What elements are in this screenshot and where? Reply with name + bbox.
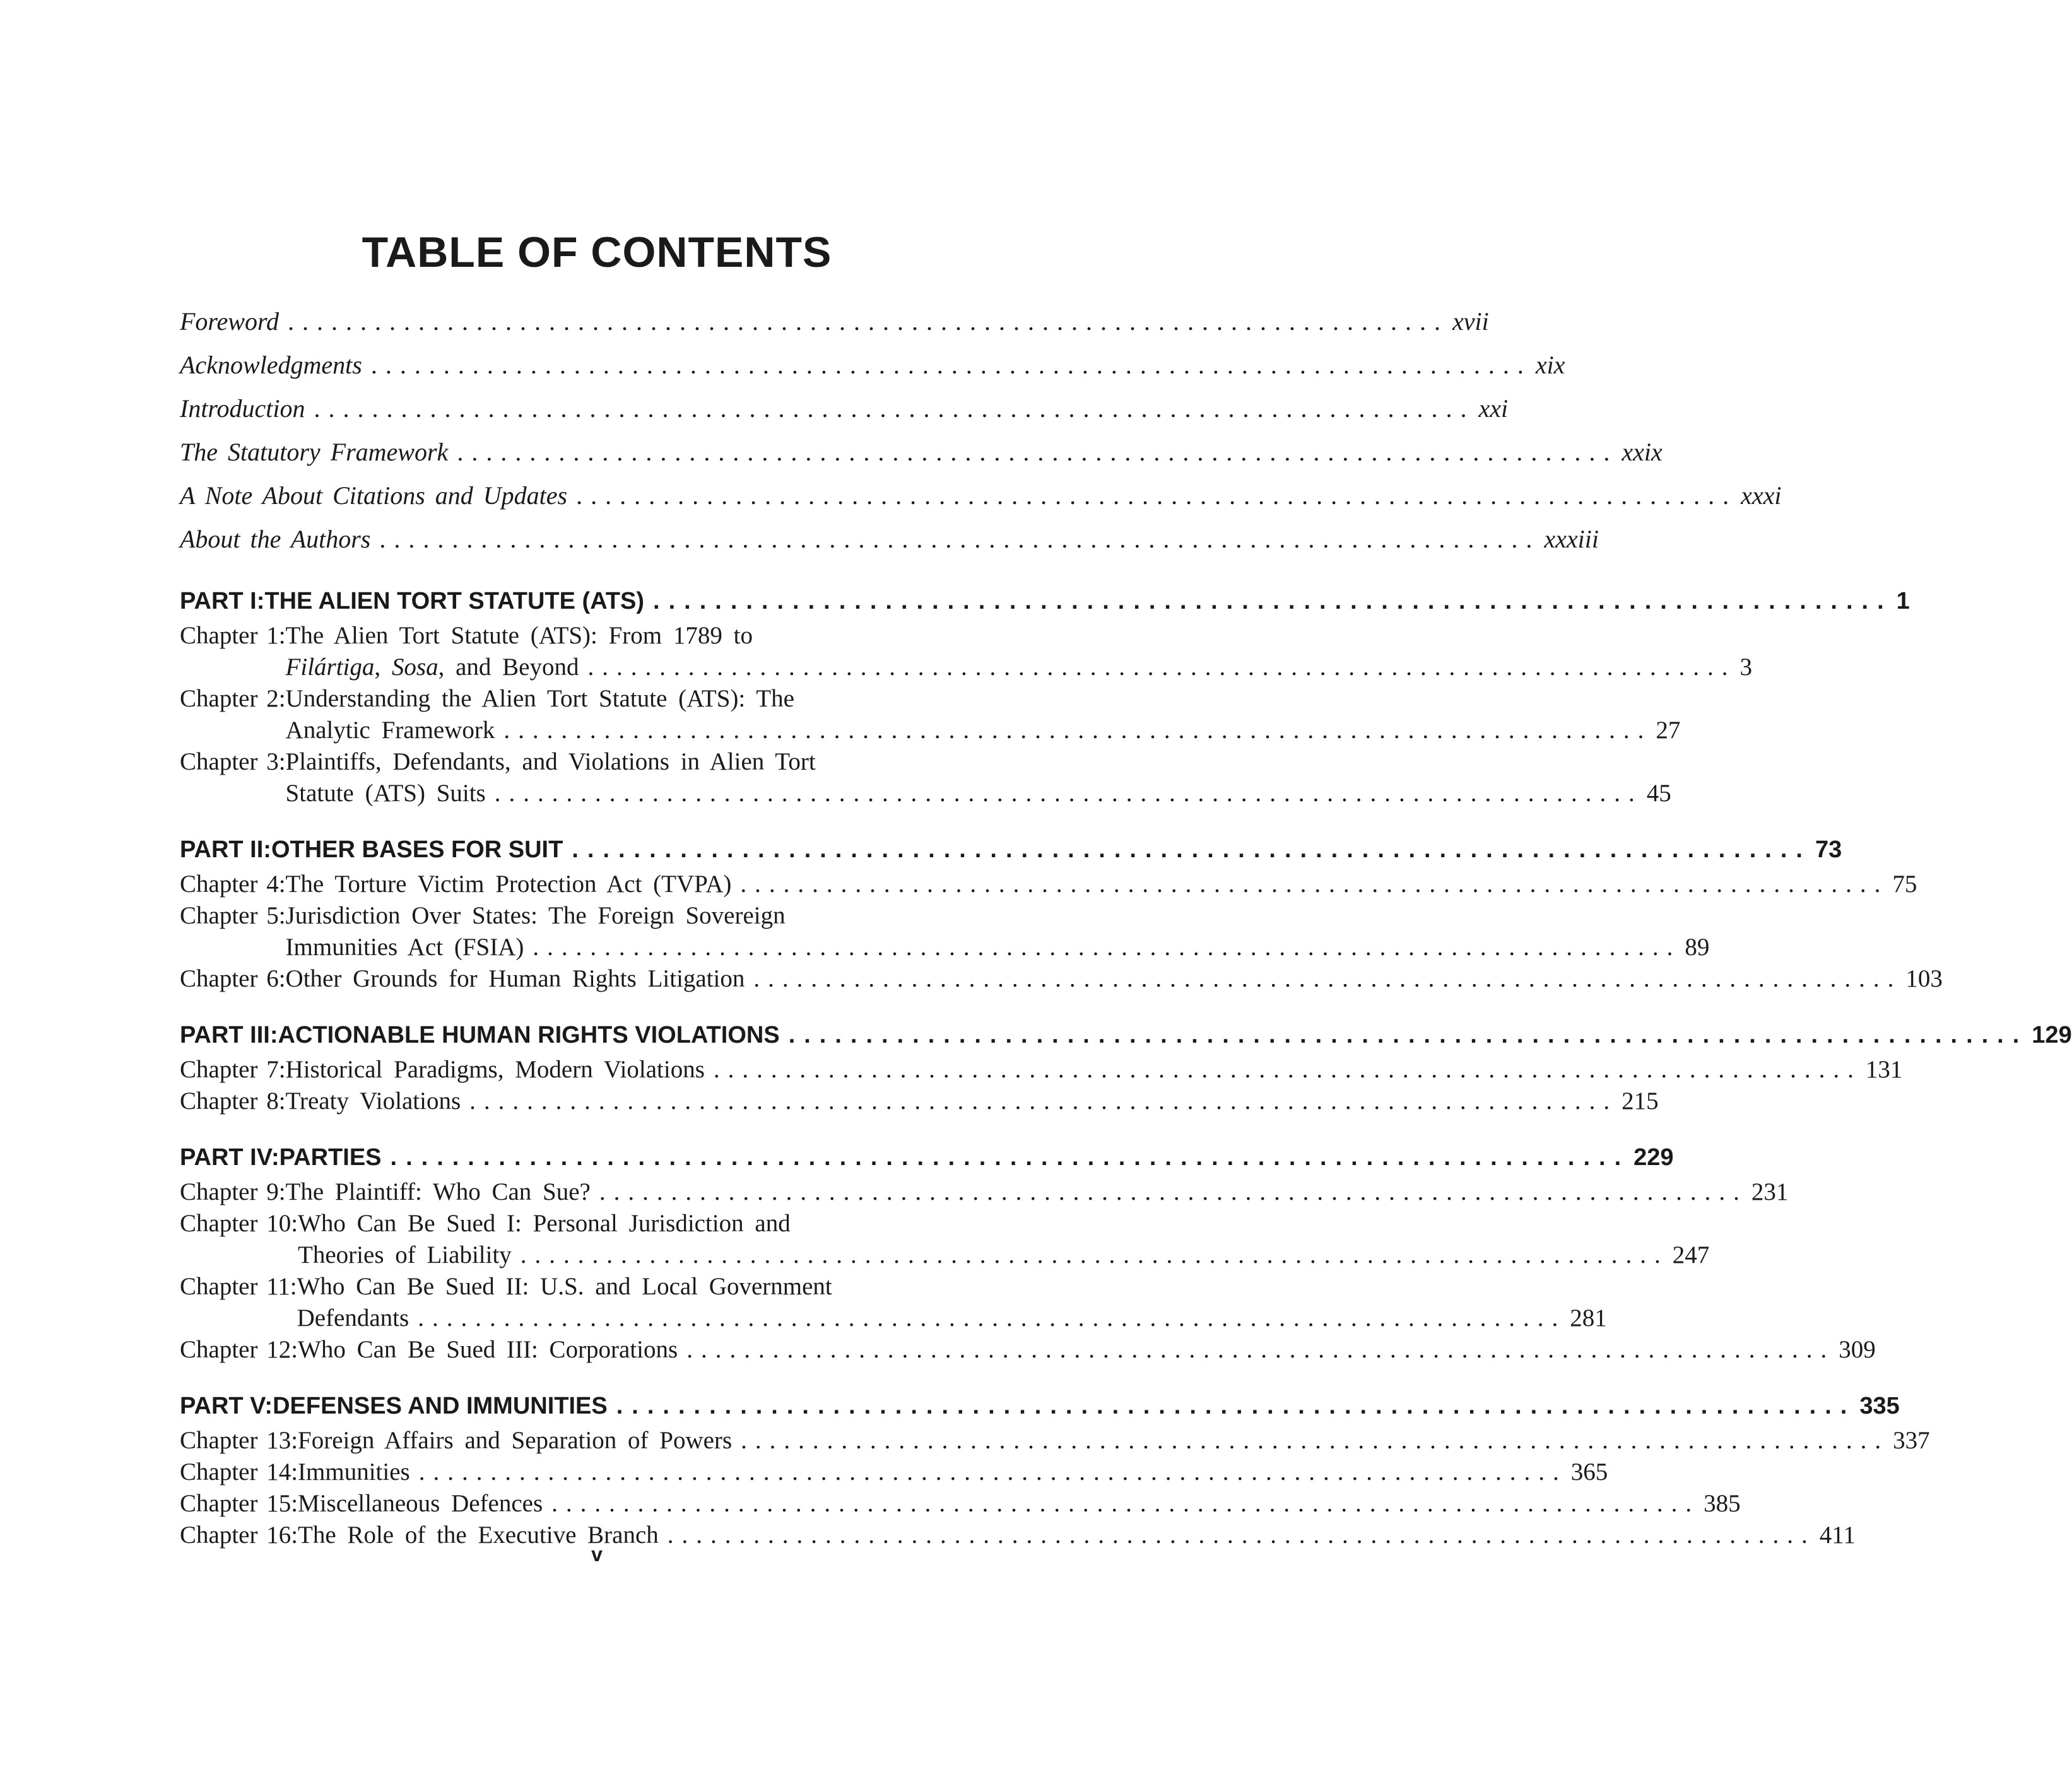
chapter-label: Chapter 16: bbox=[180, 1521, 298, 1549]
dot-leader: ................................................................................ bbox=[587, 653, 1736, 681]
chapter-body bbox=[298, 1208, 1710, 1271]
chapter-title-text: Miscellaneous Defences bbox=[298, 1490, 543, 1517]
dot-leader: ................................................................................ bbox=[314, 394, 1475, 423]
toc-entry[interactable] bbox=[180, 300, 1489, 343]
chapter-title-text: Immunities Act (FSIA) bbox=[285, 934, 524, 961]
part-page: 129 bbox=[2032, 1022, 2072, 1048]
chapter-entry[interactable] bbox=[180, 963, 1943, 995]
entry-page: xxix bbox=[1622, 438, 1663, 466]
dot-leader: ................................................................................ bbox=[551, 1490, 1700, 1517]
chapter-body bbox=[285, 683, 1681, 746]
chapter-title-line bbox=[298, 1425, 1930, 1456]
chapter-page: 385 bbox=[1704, 1490, 1741, 1517]
toc-entry[interactable] bbox=[180, 430, 1663, 474]
chapter-title-line1: Understanding the Alien Tort Statute (ATS): The bbox=[285, 685, 794, 712]
chapter-title-text: The Role of the Executive Branch bbox=[298, 1521, 659, 1549]
chapter-label: Chapter 7: bbox=[180, 1056, 286, 1083]
chapter-body bbox=[298, 1456, 1608, 1488]
chapter-body bbox=[298, 1334, 1876, 1366]
chapter-entry[interactable] bbox=[180, 1271, 1607, 1334]
chapter-body bbox=[297, 1271, 1607, 1334]
entry-page: xxi bbox=[1478, 394, 1509, 423]
chapter-page: 215 bbox=[1622, 1087, 1659, 1115]
entry-page: xix bbox=[1535, 351, 1565, 379]
page-title: TABLE OF CONTENTS bbox=[362, 228, 832, 276]
chapter-body bbox=[285, 900, 1710, 963]
chapter-entry[interactable] bbox=[180, 900, 1710, 963]
chapter-title-text: Historical Paradigms, Modern Violations bbox=[285, 1056, 705, 1083]
chapter-entry[interactable] bbox=[180, 746, 1671, 809]
dot-leader: ................................................................................ bbox=[533, 934, 1681, 961]
part-heading[interactable] bbox=[180, 1016, 2072, 1054]
dot-leader: ................................................................................ bbox=[653, 588, 1893, 614]
dot-leader: ................................................................................ bbox=[503, 717, 1652, 744]
chapter-title-text: Analytic Framework bbox=[285, 717, 495, 744]
chapter-body bbox=[298, 1425, 1930, 1456]
entry-page: xxxi bbox=[1741, 481, 1782, 510]
part-label: PART I: bbox=[180, 588, 265, 614]
part-heading[interactable] bbox=[180, 1139, 1674, 1176]
part-section bbox=[180, 1139, 1876, 1366]
chapter-title-text: Defendants bbox=[297, 1304, 409, 1332]
chapter-page: 131 bbox=[1865, 1056, 1903, 1083]
chapter-entry[interactable] bbox=[180, 1208, 1710, 1271]
dot-leader: ................................................................................ bbox=[288, 307, 1449, 336]
entry-page: xvii bbox=[1452, 307, 1489, 336]
entry-title: Acknowledgments bbox=[180, 351, 362, 379]
chapter-title-line1: Plaintiffs, Defendants, and Violations in Alien Tort bbox=[285, 748, 816, 775]
chapter-entry[interactable] bbox=[180, 620, 1752, 683]
chapter-title-text: Foreign Affairs and Separation of Powers bbox=[298, 1427, 733, 1454]
chapter-title-text: Theories of Liability bbox=[298, 1241, 512, 1268]
part-section bbox=[180, 582, 1910, 809]
chapter-entry[interactable] bbox=[180, 869, 1917, 900]
dot-leader: ................................................................................ bbox=[616, 1393, 1856, 1419]
chapter-page: 411 bbox=[1819, 1521, 1856, 1549]
chapter-body bbox=[285, 1176, 1789, 1208]
chapter-body bbox=[285, 1086, 1659, 1117]
chapter-title-line1: The Alien Tort Statute (ATS): From 1789 to bbox=[285, 622, 753, 649]
entry-title: Introduction bbox=[180, 394, 305, 423]
chapter-label: Chapter 10: bbox=[180, 1210, 298, 1237]
chapter-title-text: Statute (ATS) Suits bbox=[285, 780, 486, 807]
front-matter-list bbox=[180, 300, 1782, 561]
chapter-title-line bbox=[298, 1488, 1741, 1520]
dot-leader: ................................................................................ bbox=[753, 965, 1902, 992]
chapter-body bbox=[285, 620, 1752, 683]
parts-list bbox=[180, 582, 2072, 1551]
chapter-label: Chapter 14: bbox=[180, 1458, 298, 1485]
dot-leader: ................................................................................ bbox=[379, 525, 1541, 553]
chapter-title-line1: Jurisdiction Over States: The Foreign Sovereign bbox=[285, 902, 786, 929]
part-page: 335 bbox=[1859, 1393, 1900, 1419]
entry-title: The Statutory Framework bbox=[180, 438, 449, 466]
chapter-title-text: Who Can Be Sued III: Corporations bbox=[298, 1336, 678, 1363]
part-title: OTHER BASES FOR SUIT bbox=[271, 836, 563, 863]
dot-leader: ................................................................................ bbox=[741, 1427, 1890, 1454]
part-label: PART II: bbox=[180, 836, 271, 863]
toc-entry[interactable] bbox=[180, 343, 1565, 387]
toc-content bbox=[180, 300, 2072, 1551]
chapter-title-text: Other Grounds for Human Rights Litigation bbox=[285, 965, 745, 992]
chapter-page: 27 bbox=[1656, 717, 1681, 744]
part-section bbox=[180, 831, 1943, 995]
dot-leader: ................................................................................ bbox=[713, 1056, 1862, 1083]
chapter-label: Chapter 6: bbox=[180, 965, 286, 992]
chapter-label: Chapter 9: bbox=[180, 1178, 286, 1205]
part-section bbox=[180, 1387, 1930, 1551]
chapter-title-line1: Who Can Be Sued II: U.S. and Local Government bbox=[297, 1273, 832, 1300]
chapter-body bbox=[298, 1488, 1741, 1520]
chapter-label: Chapter 11: bbox=[180, 1273, 297, 1300]
page-number: v bbox=[591, 1543, 603, 1566]
toc-entry[interactable] bbox=[180, 387, 1509, 430]
chapter-entry[interactable] bbox=[180, 1334, 1876, 1366]
chapter-page: 309 bbox=[1839, 1336, 1876, 1363]
chapter-title-line bbox=[285, 869, 1917, 900]
chapter-entry[interactable] bbox=[180, 1176, 1789, 1208]
dot-leader: ................................................................................ bbox=[576, 481, 1738, 510]
dot-leader: ................................................................................ bbox=[572, 836, 1811, 863]
dot-leader: ................................................................................ bbox=[788, 1022, 2028, 1048]
dot-leader: ................................................................................ bbox=[740, 870, 1889, 898]
chapter-title-line bbox=[298, 1239, 1710, 1271]
chapter-page: 45 bbox=[1646, 780, 1671, 807]
dot-leader: ................................................................................ bbox=[457, 438, 1618, 466]
part-page: 73 bbox=[1815, 836, 1842, 863]
toc-entry[interactable] bbox=[180, 517, 1599, 561]
chapter-label: Chapter 5: bbox=[180, 902, 286, 929]
dot-leader: ................................................................................ bbox=[418, 1304, 1567, 1332]
chapter-body bbox=[285, 1054, 1903, 1086]
chapter-title-line bbox=[285, 715, 1681, 746]
dot-leader: ................................................................................ bbox=[686, 1336, 1835, 1363]
dot-leader: ................................................................................ bbox=[469, 1087, 1618, 1115]
entry-title: Foreword bbox=[180, 307, 280, 336]
part-heading[interactable] bbox=[180, 582, 1910, 620]
dot-leader: ................................................................................ bbox=[520, 1241, 1669, 1268]
chapter-title-text: The Plaintiff: Who Can Sue? bbox=[285, 1178, 591, 1205]
part-page: 229 bbox=[1633, 1144, 1674, 1171]
part-label: PART IV: bbox=[180, 1144, 280, 1171]
part-title: THE ALIEN TORT STATUTE (ATS) bbox=[264, 588, 645, 614]
dot-leader: ................................................................................ bbox=[390, 1144, 1630, 1171]
entry-title: A Note About Citations and Updates bbox=[180, 481, 568, 510]
chapter-title-line bbox=[285, 778, 1671, 809]
chapter-title-line1: Who Can Be Sued I: Personal Jurisdiction and bbox=[298, 1210, 791, 1237]
dot-leader: ................................................................................ bbox=[599, 1178, 1748, 1205]
chapter-page: 103 bbox=[1905, 965, 1943, 992]
chapter-page: 281 bbox=[1570, 1304, 1607, 1332]
chapter-body bbox=[285, 869, 1917, 900]
chapter-page: 365 bbox=[1570, 1458, 1608, 1485]
chapter-label: Chapter 12: bbox=[180, 1336, 298, 1363]
chapter-label: Chapter 8: bbox=[180, 1087, 286, 1115]
chapter-title-text: Filártiga, Sosa, and Beyond bbox=[285, 653, 579, 681]
chapter-title-line bbox=[297, 1303, 1607, 1334]
part-title: PARTIES bbox=[279, 1144, 382, 1171]
part-label: PART III: bbox=[180, 1022, 278, 1048]
chapter-entry[interactable] bbox=[180, 683, 1681, 746]
chapter-title-text: The Torture Victim Protection Act (TVPA) bbox=[285, 870, 732, 898]
chapter-entry[interactable] bbox=[180, 1054, 1903, 1086]
chapter-title-text: Immunities bbox=[298, 1458, 410, 1485]
chapter-title-line bbox=[285, 1054, 1903, 1086]
entry-title: About the Authors bbox=[180, 525, 371, 553]
chapter-body bbox=[285, 746, 1671, 809]
chapter-title-line bbox=[285, 1176, 1789, 1208]
dot-leader: ................................................................................ bbox=[370, 351, 1532, 379]
chapter-label: Chapter 3: bbox=[180, 748, 286, 775]
dot-leader: ................................................................................ bbox=[494, 780, 1643, 807]
chapter-page: 89 bbox=[1685, 934, 1710, 961]
chapter-label: Chapter 13: bbox=[180, 1427, 298, 1454]
chapter-title-text: Treaty Violations bbox=[285, 1087, 461, 1115]
dot-leader: ................................................................................ bbox=[667, 1521, 1816, 1549]
chapter-label: Chapter 1: bbox=[180, 622, 286, 649]
chapter-body bbox=[285, 963, 1943, 995]
chapter-title-line bbox=[298, 1334, 1876, 1366]
part-title: DEFENSES AND IMMUNITIES bbox=[273, 1393, 608, 1419]
chapter-label: Chapter 15: bbox=[180, 1490, 298, 1517]
chapter-title-line bbox=[285, 1086, 1659, 1117]
chapter-entry[interactable] bbox=[180, 1488, 1741, 1520]
chapter-page: 247 bbox=[1672, 1241, 1710, 1268]
chapter-title-line bbox=[285, 652, 1752, 683]
part-label: PART V: bbox=[180, 1393, 273, 1419]
chapter-title-line bbox=[285, 963, 1943, 995]
part-title: ACTIONABLE HUMAN RIGHTS VIOLATIONS bbox=[278, 1022, 780, 1048]
chapter-title-line bbox=[285, 932, 1710, 963]
toc-entry[interactable] bbox=[180, 474, 1782, 517]
part-section bbox=[180, 1016, 2072, 1117]
dot-leader: ................................................................................ bbox=[418, 1458, 1567, 1485]
chapter-page: 231 bbox=[1751, 1178, 1789, 1205]
part-heading[interactable] bbox=[180, 831, 1842, 869]
chapter-label: Chapter 4: bbox=[180, 870, 286, 898]
chapter-page: 337 bbox=[1893, 1427, 1930, 1454]
chapter-entry[interactable] bbox=[180, 1456, 1608, 1488]
entry-page: xxxiii bbox=[1544, 525, 1599, 553]
part-page: 1 bbox=[1896, 588, 1910, 614]
chapter-page: 3 bbox=[1739, 653, 1752, 681]
chapter-entry[interactable] bbox=[180, 1425, 1930, 1456]
chapter-page: 75 bbox=[1892, 870, 1917, 898]
chapter-entry[interactable] bbox=[180, 1086, 1659, 1117]
chapter-title-line bbox=[298, 1456, 1608, 1488]
chapter-label: Chapter 2: bbox=[180, 685, 286, 712]
part-heading[interactable] bbox=[180, 1387, 1900, 1425]
